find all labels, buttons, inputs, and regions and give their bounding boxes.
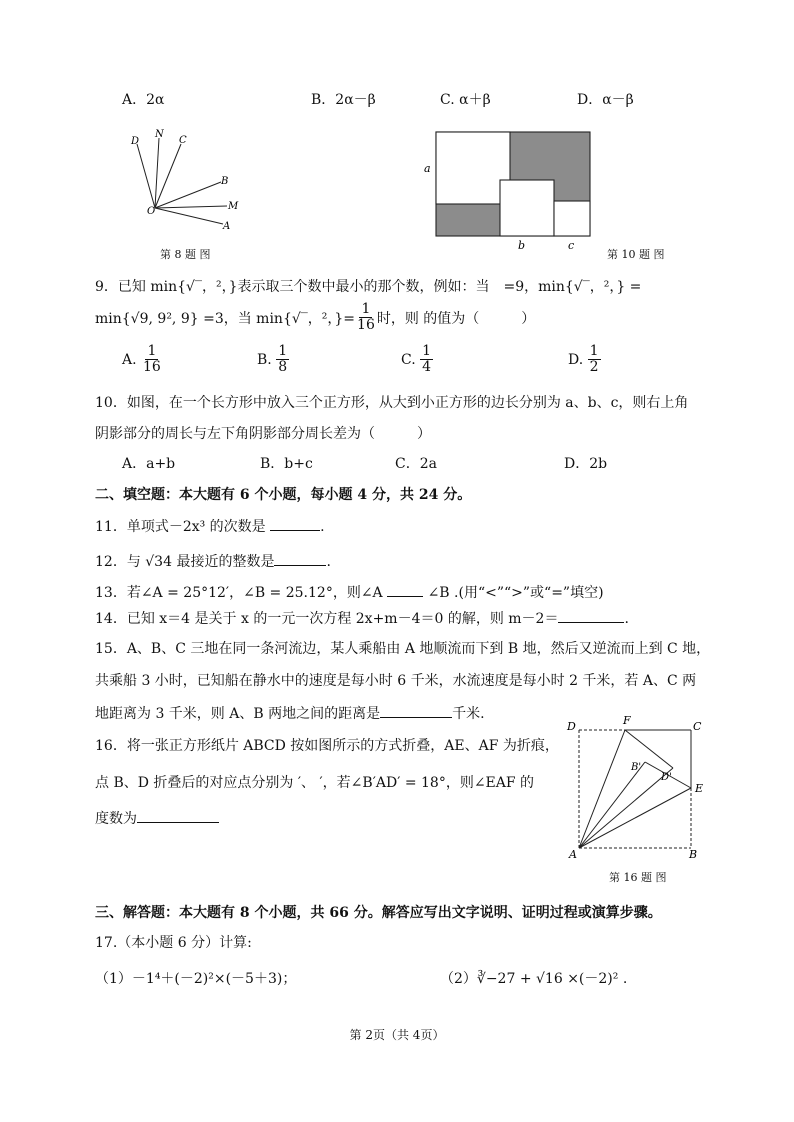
q15-answer-blank[interactable] [380, 703, 452, 718]
label-b: B [689, 848, 698, 861]
label-a: A [223, 221, 231, 232]
square-a [436, 132, 510, 204]
section-2-heading: 二、填空题：本大题有 6 个小题，每小题 4 分，共 24 分。 [95, 487, 472, 503]
q9-option-c: C. $\frac{1}{4}$ [401, 343, 432, 375]
page-footer: 第 2页（共 4页） [349, 1028, 445, 1042]
ray-om [155, 206, 227, 208]
q12: 12．与 √34 最接近的整数是 . [95, 551, 331, 571]
edge-d1a [579, 768, 673, 848]
q9-option-b: B. $\frac{1}{8}$ [257, 343, 288, 375]
label-c: C [179, 135, 187, 146]
label-a: a [424, 162, 431, 175]
q9-line2-post: 时，则 的值为（ ） [376, 310, 536, 327]
figure-8-rays [125, 128, 245, 234]
figure-16-folded-square [565, 712, 715, 864]
label-a: A [569, 848, 577, 861]
fold-ae [579, 788, 691, 848]
q13: 13．若∠A = 25°12′，∠B = 25.12°，则∠A ∠B .(用“<”“>”或“=”填空) [95, 582, 604, 602]
square-b [500, 180, 554, 236]
q17-title: 17.（本小题 6 分）计算: [95, 935, 252, 951]
label-b: B [221, 176, 229, 187]
q11: 11．单项式－2x³ 的次数是 . [95, 516, 325, 536]
section-3-heading: 三、解答题：本大题有 8 个小题，共 66 分。解答应写出文字说明、证明过程或演算步骤。 [95, 905, 662, 921]
q9-line1: 9．已知 min{√‾，²，}表示取三个数中最小的那个数，例如：当 =9，min{√‾，²，} = [95, 279, 642, 295]
label-d-prime: D' [661, 772, 672, 783]
q8-option-a: A．2α [122, 92, 165, 108]
label-d: D [567, 720, 576, 733]
q10-option-a: A．a+b [122, 456, 176, 472]
q16-answer-blank[interactable] [137, 808, 219, 823]
ray-ob [155, 182, 221, 208]
q14: 14．已知 x＝4 是关于 x 的一元一次方程 2x+m－4＝0 的解，则 m－2＝ . [95, 608, 629, 628]
q15-line3: 地距离为 3 千米，则 A、B 两地之间的距离是 千米. [95, 703, 485, 723]
label-d: D [131, 136, 140, 147]
q8-option-c: C. α＋β [440, 92, 491, 108]
q10-line2: 阴影部分的周长与左下角阴影部分周长差为（ ） [95, 426, 431, 442]
q12-answer-blank[interactable] [274, 551, 326, 566]
q10-option-d: D．2b [564, 456, 608, 472]
q13-answer-blank[interactable] [387, 582, 423, 597]
q9-fraction: $\frac{1}{16}$ [357, 301, 375, 333]
label-c: C [693, 720, 702, 733]
label-c: c [568, 239, 575, 252]
ray-oc [155, 144, 181, 208]
q9-option-d: D. $\frac{1}{2}$ [568, 343, 599, 375]
figure-10-caption: 第 10 题 图 [607, 248, 665, 261]
label-n: N [155, 129, 164, 140]
q16-line1: 16．将一张正方形纸片 ABCD 按如图所示的方式折叠，AE、AF 为折痕， [95, 738, 559, 754]
label-f: F [623, 714, 631, 727]
q10-line1: 10．如图，在一个长方形中放入三个正方形，从大到小正方形的边长分别为 a、b、c，则右上角 [95, 395, 689, 411]
label-e: E [695, 782, 704, 795]
q9-option-a: A. $\frac{1}{16}$ [122, 343, 161, 375]
square-c [554, 201, 590, 236]
q14-answer-blank[interactable] [558, 608, 624, 623]
q8-option-b: B．2α－β [311, 92, 376, 108]
q17-part2: （2）∛−27 + √16 ×(－2)² . [440, 971, 628, 987]
figure-8-caption: 第 8 题 图 [160, 248, 211, 261]
q11-answer-blank[interactable] [270, 516, 320, 531]
q9-line2-pre: min{√9, 9², 9} =3，当 min{√‾，²，}= [95, 310, 356, 327]
q8-option-d: D．α－β [577, 92, 634, 108]
ray-on [155, 138, 159, 208]
q17-part1: （1）－1⁴＋(－2)²×(－5＋3)； [95, 971, 297, 987]
q16-line2: 点 B、D 折叠后的对应点分别为 ′、 ′，若∠B′AD′ = 18°，则∠EAF 的 [95, 775, 535, 791]
label-b-prime: B' [631, 762, 642, 773]
ray-od [137, 144, 155, 208]
edge-b1a [579, 762, 645, 848]
q9-line2 [95, 302, 535, 333]
q15-line2: 共乘船 3 小时，已知船在静水中的速度是每小时 6 千米，水流速度是每小时 2 千米，若 A、C 两 [95, 673, 697, 689]
fold-af [579, 730, 625, 848]
q15-line1: 15．A、B、C 三地在同一条河流边，某人乘船由 A 地顺流而下到 B 地，然后又逆流而上到 C 地， [95, 641, 711, 657]
q10-option-b: B．b+c [260, 456, 313, 472]
label-b: b [518, 239, 526, 252]
shade-bottom-left [436, 204, 500, 236]
q10-option-c: C．2a [395, 456, 437, 472]
label-o: O [147, 206, 156, 217]
q16-line3: 度数为 [95, 808, 219, 828]
label-m: M [228, 201, 239, 212]
figure-10-rectangle [418, 128, 608, 258]
figure-16-caption: 第 16 题 图 [609, 871, 667, 884]
ray-oa [155, 208, 223, 224]
